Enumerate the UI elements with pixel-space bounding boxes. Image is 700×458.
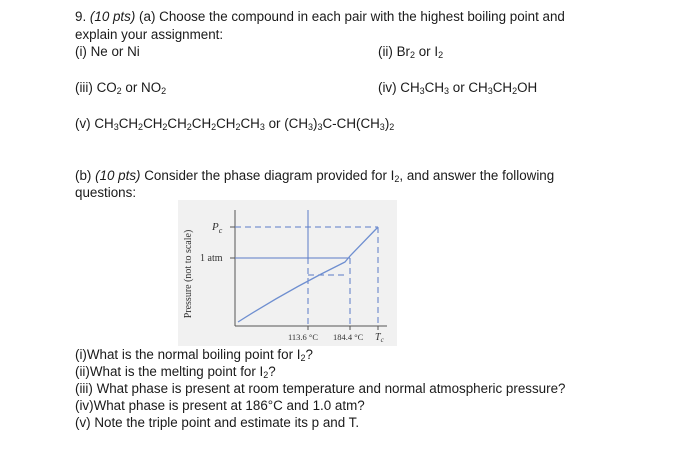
item-ii: (ii) $Br_2$ or $I_2$ [378,44,444,60]
item-i: (i) Ne or Ni [75,44,140,59]
one-atm-label: 1 atm [200,253,223,264]
sub-question-ii: (ii)What is the melting point for $I_2$? [75,364,276,380]
part-b-prompt-line1: (b) (10 pts) Consider the phase diagram provided for $I_2$, and answer the following [75,168,555,184]
question-heading [75,8,565,26]
tc-label: $T_c$ [375,332,384,344]
phase-diagram [178,200,397,346]
figure-background [178,200,397,346]
y-axis-label: Pressure (not to scale) [183,229,194,319]
item-iii: (iii) $CO_2$ or $NO_2$ [75,80,167,96]
part-a-label: (a) [139,9,156,24]
part-a-prompt-line2: explain your assignment: [75,27,224,42]
sub-question-v: (v) Note the triple point and estimate its p and T. [75,415,360,430]
sub-question-i: (i)What is the normal boiling point for $I_2$? [75,347,313,363]
sub-question-iv: (iv)What phase is present at 186°C and 1.0 atm? [75,398,365,413]
x-tick-label-184: 184.4 °C [333,332,364,342]
item-v: (v) $CH_3CH_2CH_2CH_2CH_2CH_2CH_3$ or $(CH_3)_3C-CH(CH_3)_2$ [75,116,395,132]
question-number: 9. [75,9,87,24]
pc-label: $P_c$ [212,221,223,235]
part-a-prompt-line1: Choose the compound in each pair with the highest boiling point and [159,9,565,24]
sub-question-iii: (iii) What phase is present at room temperature and normal atmospheric pressure? [75,381,566,396]
part-a-points: (10 pts) [89,9,136,24]
x-tick-label-113: 113.6 °C [288,332,319,342]
part-b-prompt-line2: questions: [75,185,137,200]
item-iv: (iv) $CH_3CH_3$ or $CH_3CH_2OH$ [378,80,538,96]
part-b-label: (b) [75,168,92,183]
part-b-points: (10 pts) [95,168,141,183]
